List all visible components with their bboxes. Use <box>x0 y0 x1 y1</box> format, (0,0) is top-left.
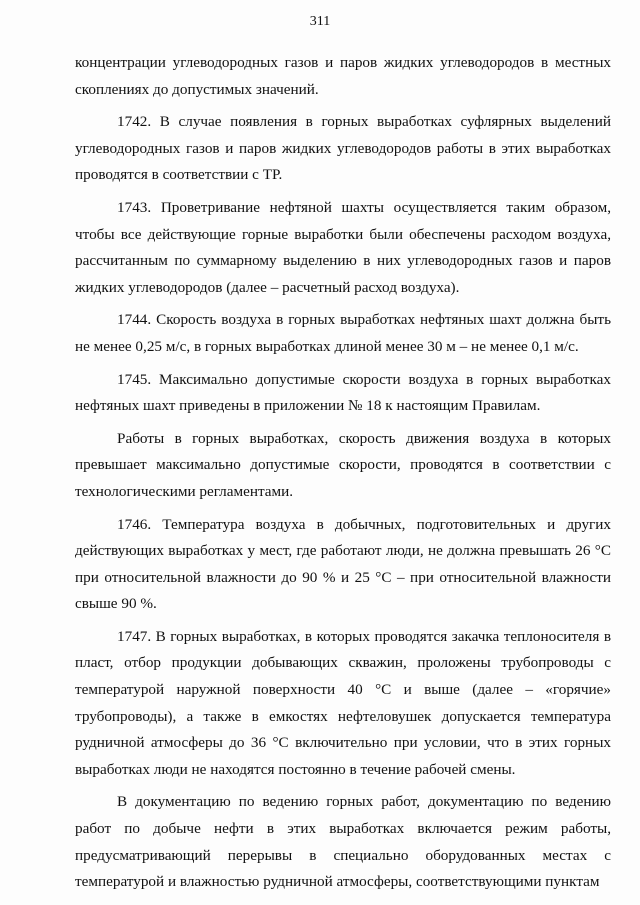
paragraph-continuation: концентрации углеводородных газов и паров жидких углеводородов в местных скоплениях до допустимых значений. <box>75 54 611 98</box>
paragraph: 1744. Скорость воздуха в горных выработках нефтяных шахт должна быть не менее 0,25 м/с, в горных выработках длиной менее 30 м – не менее 0,1 м/с. <box>75 311 611 355</box>
paragraph: Работы в горных выработках, скорость движения воздуха в которых превышает максимально допустимые скорости, проводятся в соответствии с технологическими регламентами. <box>75 429 611 500</box>
paragraph: 1746. Температура воздуха в добычных, подготовительных и других действующих выработках у мест, где работают люди, не должна превышать 26 °С при относительной влажности до 90 % и 25 °С – при относительной влажности свыше 90 %. <box>75 515 611 613</box>
body-text <box>75 50 611 896</box>
paragraph: В документацию по ведению горных работ, документацию по ведению работ по добыче нефти в этих выработках включается режим работы, предусматривающий перерывы в специально оборудованных местах с температурой и влажностью рудничной атмосферы, соответствующими пунктам <box>75 793 611 891</box>
paragraph: 1745. Максимально допустимые скорости воздуха в горных выработках нефтяных шахт приведены в приложении № 18 к настоящим Правилам. <box>75 370 611 415</box>
paragraph: 1742. В случае появления в горных выработках суфлярных выделений углеводородных газов и паров жидких углеводородов работы в этих выработках проводятся в соответствии с ТР. <box>75 113 611 184</box>
page-number: 311 <box>309 14 331 29</box>
paragraph: 1747. В горных выработках, в которых проводятся закачка теплоносителя в пласт, отбор продукции добывающих скважин, проложены трубопроводы с температурой наружной поверхности 40 °С и выше (далее – «горячие» трубопроводы), а также в емкостях нефтеловушек допускается температура рудничной атмосферы до 36 °С включительно при условии, что в этих горных выработках люди не находятся постоянно в течение рабочей смены. <box>75 627 611 778</box>
paragraph: 1743. Проветривание нефтяной шахты осуществляется таким образом, чтобы все действующие горные выработки были обеспечены расходом воздуха, рассчитанным по суммарному выделению в них углеводородных газов и паров жидких углеводородов (далее – расчетный расход воздуха). <box>75 198 611 296</box>
